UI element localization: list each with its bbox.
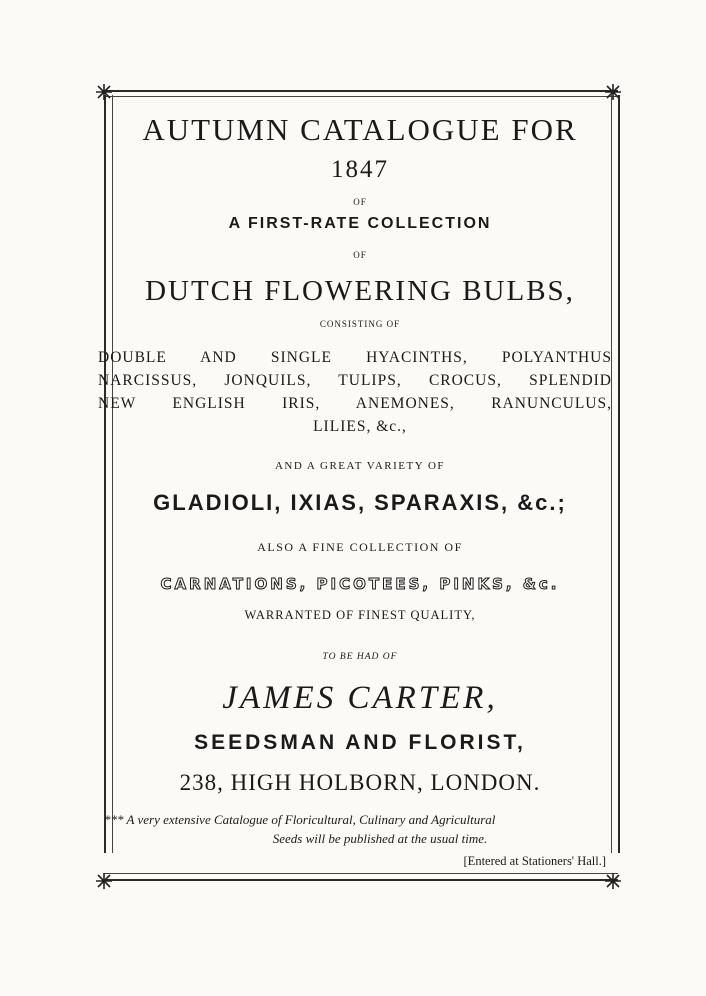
corner-ornament-icon — [604, 83, 622, 101]
top-border-rule — [104, 90, 618, 92]
of-connector: OF — [353, 250, 367, 260]
bulb-list-line: DOUBLE AND SINGLE HYACINTHS, POLYANTHUS — [98, 349, 612, 366]
bulb-list-line: NARCISSUS, JONQUILS, TULIPS, CROCUS, SPLENDID — [98, 372, 612, 389]
warranted-line: WARRANTED OF FINEST QUALITY, — [244, 608, 476, 622]
collection-heading: A FIRST-RATE COLLECTION — [228, 215, 492, 232]
also-line: ALSO A FINE COLLECTION OF — [257, 540, 463, 554]
subject-heading: DUTCH FLOWERING BULBS, — [145, 275, 575, 307]
gladioli-line: GLADIOLI, IXIAS, SPARAXIS, &c.; — [153, 490, 567, 515]
catalogue-notice-continued: Seeds will be published at the usual time. — [272, 831, 488, 846]
corner-ornament-icon — [604, 872, 622, 890]
bulb-list-line: LILIES, &c., — [313, 418, 407, 435]
entered-at-stationers-hall: [Entered at Stationers' Hall.] — [463, 854, 606, 868]
to-be-had-label: TO BE HAD OF — [322, 652, 398, 662]
frame-inner-right-line — [611, 95, 612, 853]
corner-ornament-icon — [95, 872, 113, 890]
merchant-address: 238, HIGH HOLBORN, LONDON. — [179, 770, 541, 795]
of-connector: OF — [353, 197, 367, 207]
merchant-name: JAMES CARTER, — [222, 680, 498, 716]
variety-line: AND A GREAT VARIETY OF — [274, 460, 446, 472]
carnations-line: CARNATIONS, PICOTEES, PINKS, &c. — [160, 575, 560, 593]
bottom-border-inner-rule — [104, 873, 618, 874]
corner-ornament-icon — [95, 83, 113, 101]
bottom-border-rule — [104, 879, 618, 881]
catalogue-notice: *** A very extensive Catalogue of Floricultural, Culinary and Agricultural — [104, 812, 496, 827]
consisting-of-label: CONSISTING OF — [319, 319, 401, 329]
bulb-list-line: NEW ENGLISH IRIS, ANEMONES, RANUNCULUS, — [98, 395, 612, 412]
catalogue-title: AUTUMN CATALOGUE FOR — [142, 112, 578, 147]
catalogue-year: 1847 — [331, 156, 389, 183]
merchant-trade: SEEDSMAN AND FLORIST, — [194, 731, 526, 754]
